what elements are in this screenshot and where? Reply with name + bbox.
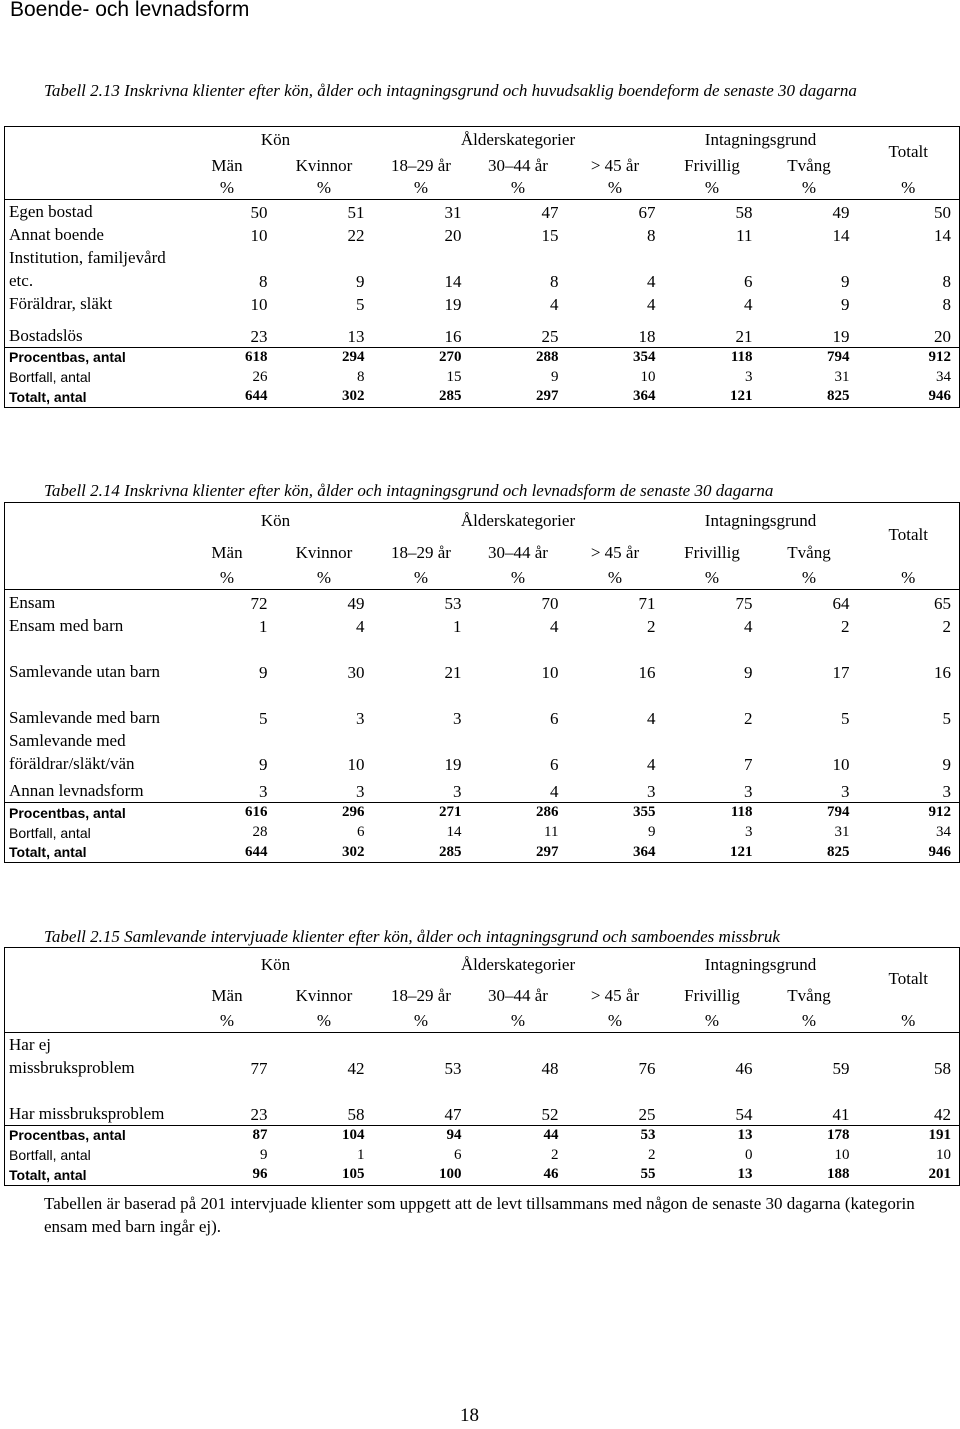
column-header: 18–29 år bbox=[391, 155, 451, 175]
percent-unit: % bbox=[179, 567, 276, 590]
cell-value: 3 bbox=[647, 782, 656, 801]
cell-value: 364 bbox=[567, 387, 664, 407]
cell-value: 21 bbox=[735, 326, 753, 346]
column-header-totalt: Totalt bbox=[858, 127, 960, 178]
cell-value: 87 bbox=[179, 1125, 276, 1145]
percent-unit: % bbox=[276, 178, 373, 200]
totalt-row bbox=[5, 1165, 960, 1185]
column-header-totalt: Totalt bbox=[858, 948, 960, 1010]
row-label: Procentbas, antal bbox=[5, 1125, 179, 1145]
percent-unit: % bbox=[664, 567, 761, 590]
cell-value: 0 bbox=[745, 1146, 753, 1163]
cell-value: 26 bbox=[252, 368, 268, 385]
cell-value: 9 bbox=[648, 824, 656, 840]
cell-value: 4 bbox=[550, 295, 559, 314]
table-caption: Tabell 2.14 Inskrivna klienter efter kön, ålder och intagningsgrund och levnadsform de senaste 30 dagarna bbox=[44, 481, 774, 500]
cell-value: 644 bbox=[179, 387, 276, 407]
cell-value: 52 bbox=[541, 1104, 559, 1124]
cell-value: 3 bbox=[356, 782, 365, 801]
cell-value: 21 bbox=[444, 662, 462, 682]
data-table bbox=[4, 126, 960, 408]
cell-value: 58 bbox=[858, 1033, 960, 1080]
cell-value: 5 bbox=[841, 708, 850, 728]
cell-value: 6 bbox=[550, 708, 559, 728]
cell-value: 5 bbox=[259, 708, 268, 728]
cell-value: 188 bbox=[761, 1165, 858, 1185]
group-header-intagningsgrund: Intagningsgrund bbox=[664, 127, 858, 154]
percent-unit: % bbox=[761, 178, 858, 200]
cell-value: 3 bbox=[858, 775, 960, 803]
cell-value: 50 bbox=[858, 200, 960, 224]
cell-value: 50 bbox=[250, 203, 268, 222]
cell-value: 13 bbox=[664, 1125, 761, 1145]
cell-value: 14 bbox=[832, 226, 850, 245]
row-label: Föräldrar, släkt bbox=[5, 292, 179, 315]
data-table bbox=[4, 502, 960, 863]
cell-value: 15 bbox=[541, 226, 559, 245]
cell-value: 946 bbox=[858, 843, 960, 863]
cell-value: 364 bbox=[567, 843, 664, 863]
percent-unit: % bbox=[470, 1010, 567, 1033]
cell-value: 105 bbox=[276, 1165, 373, 1185]
cell-value: 2 bbox=[648, 1146, 656, 1163]
cell-value: 8 bbox=[259, 272, 268, 291]
cell-value: 2 bbox=[647, 616, 656, 636]
cell-value: 302 bbox=[276, 843, 373, 863]
cell-value: 270 bbox=[373, 347, 470, 367]
percent-unit: % bbox=[276, 567, 373, 590]
table-row bbox=[5, 775, 960, 803]
cell-value: 76 bbox=[638, 1059, 656, 1078]
table-body bbox=[5, 127, 960, 408]
cell-value: 96 bbox=[179, 1165, 276, 1185]
cell-value: 67 bbox=[638, 203, 656, 222]
cell-value: 17 bbox=[832, 662, 850, 682]
cell-value: 20 bbox=[858, 315, 960, 347]
column-header: Tvång bbox=[787, 543, 831, 562]
cell-value: 8 bbox=[858, 292, 960, 315]
cell-value: 54 bbox=[735, 1104, 753, 1124]
column-header: > 45 år bbox=[590, 543, 640, 562]
cell-value: 302 bbox=[276, 387, 373, 407]
cell-value: 946 bbox=[858, 387, 960, 407]
cell-value: 3 bbox=[745, 368, 753, 385]
cell-value: 14 bbox=[858, 223, 960, 246]
cell-value: 5 bbox=[858, 683, 960, 729]
cell-value: 51 bbox=[347, 203, 365, 222]
cell-value: 70 bbox=[541, 593, 559, 613]
row-label: Annan levnadsform bbox=[5, 775, 179, 803]
cell-value: 10 bbox=[834, 1146, 850, 1163]
cell-value: 31 bbox=[834, 824, 850, 840]
table-row bbox=[5, 223, 960, 246]
cell-value: 121 bbox=[664, 387, 761, 407]
procentbas-row bbox=[5, 803, 960, 823]
table-row bbox=[5, 1079, 960, 1125]
cell-value: 4 bbox=[647, 272, 656, 291]
cell-value: 6 bbox=[744, 272, 753, 291]
column-header: 18–29 år bbox=[391, 986, 451, 1005]
cell-value: 6 bbox=[454, 1146, 462, 1163]
procentbas-row bbox=[5, 1125, 960, 1145]
data-table bbox=[4, 947, 960, 1186]
header-row bbox=[5, 127, 960, 154]
cell-value: 10 bbox=[347, 754, 365, 774]
page-number: 18 bbox=[460, 1405, 479, 1426]
cell-value: 825 bbox=[761, 387, 858, 407]
corner-cell bbox=[5, 948, 179, 1033]
cell-value: 285 bbox=[373, 387, 470, 407]
cell-value: 22 bbox=[347, 226, 365, 245]
column-header: Män bbox=[211, 155, 243, 175]
cell-value: 3 bbox=[453, 782, 462, 801]
cell-value: 296 bbox=[276, 803, 373, 823]
row-label: Procentbas, antal bbox=[5, 803, 179, 823]
cell-value: 355 bbox=[567, 803, 664, 823]
cell-value: 912 bbox=[858, 803, 960, 823]
group-header-intagningsgrund: Intagningsgrund bbox=[664, 503, 858, 540]
column-header: Tvång bbox=[787, 986, 831, 1005]
cell-value: 794 bbox=[761, 803, 858, 823]
cell-value: 9 bbox=[356, 272, 365, 291]
row-label: Ensam bbox=[5, 590, 179, 614]
table-row bbox=[5, 590, 960, 614]
cell-value: 912 bbox=[858, 347, 960, 367]
table-row bbox=[5, 614, 960, 637]
cell-value: 53 bbox=[444, 593, 462, 613]
group-header-intagningsgrund: Intagningsgrund bbox=[664, 948, 858, 983]
table-body bbox=[5, 503, 960, 863]
cell-value: 2 bbox=[858, 614, 960, 637]
header-row bbox=[5, 503, 960, 540]
row-label: Ensam med barn bbox=[5, 614, 179, 637]
row-label: Bortfall, antal bbox=[5, 823, 179, 843]
procentbas-row bbox=[5, 347, 960, 367]
percent-unit: % bbox=[858, 567, 960, 590]
cell-value: 616 bbox=[179, 803, 276, 823]
cell-value: 6 bbox=[357, 824, 365, 840]
percent-unit: % bbox=[179, 178, 276, 200]
totalt-row bbox=[5, 387, 960, 407]
header-row bbox=[5, 948, 960, 983]
cell-value: 58 bbox=[347, 1104, 365, 1124]
cell-value: 794 bbox=[761, 347, 858, 367]
cell-value: 14 bbox=[446, 824, 462, 840]
row-label: Egen bostad bbox=[5, 200, 179, 224]
cell-value: 31 bbox=[444, 203, 462, 222]
table-row bbox=[5, 729, 960, 775]
cell-value: 9 bbox=[260, 1146, 268, 1163]
percent-unit: % bbox=[761, 1010, 858, 1033]
cell-value: 20 bbox=[444, 226, 462, 245]
cell-value: 10 bbox=[541, 662, 559, 682]
cell-value: 1 bbox=[357, 1146, 365, 1163]
cell-value: 118 bbox=[664, 803, 761, 823]
column-header: 30–44 år bbox=[488, 543, 548, 562]
column-header: Frivillig bbox=[684, 155, 740, 175]
cell-value: 18 bbox=[638, 326, 656, 346]
column-header: > 45 år bbox=[590, 986, 640, 1005]
percent-unit: % bbox=[664, 178, 761, 200]
cell-value: 825 bbox=[761, 843, 858, 863]
cell-value: 94 bbox=[373, 1125, 470, 1145]
cell-value: 8 bbox=[647, 226, 656, 245]
cell-value: 294 bbox=[276, 347, 373, 367]
percent-unit: % bbox=[470, 178, 567, 200]
group-header-kon: Kön bbox=[179, 127, 373, 154]
cell-value: 9 bbox=[841, 272, 850, 291]
cell-value: 46 bbox=[735, 1059, 753, 1078]
cell-value: 121 bbox=[664, 843, 761, 863]
cell-value: 4 bbox=[647, 295, 656, 314]
cell-value: 3 bbox=[453, 708, 462, 728]
cell-value: 4 bbox=[550, 782, 559, 801]
cell-value: 644 bbox=[179, 843, 276, 863]
table-row bbox=[5, 1033, 960, 1080]
cell-value: 286 bbox=[470, 803, 567, 823]
cell-value: 34 bbox=[858, 367, 960, 387]
bortfall-row bbox=[5, 367, 960, 387]
row-label: Har ej missbruksproblem bbox=[5, 1033, 179, 1080]
row-label: Procentbas, antal bbox=[5, 347, 179, 367]
cell-value: 4 bbox=[550, 616, 559, 636]
row-label: Totalt, antal bbox=[5, 843, 179, 863]
cell-value: 55 bbox=[567, 1165, 664, 1185]
cell-value: 10 bbox=[250, 226, 268, 245]
cell-value: 285 bbox=[373, 843, 470, 863]
cell-value: 3 bbox=[841, 782, 850, 801]
column-header: 30–44 år bbox=[488, 155, 548, 175]
cell-value: 2 bbox=[551, 1146, 559, 1163]
cell-value: 72 bbox=[250, 593, 268, 613]
table-row bbox=[5, 637, 960, 683]
cell-value: 16 bbox=[444, 326, 462, 346]
table-row bbox=[5, 246, 960, 292]
cell-value: 31 bbox=[834, 368, 850, 385]
cell-value: 15 bbox=[446, 368, 462, 385]
cell-value: 25 bbox=[638, 1104, 656, 1124]
cell-value: 13 bbox=[664, 1165, 761, 1185]
cell-value: 2 bbox=[744, 708, 753, 728]
cell-value: 2 bbox=[841, 616, 850, 636]
totalt-row bbox=[5, 843, 960, 863]
cell-value: 14 bbox=[444, 272, 462, 291]
column-header: Kvinnor bbox=[295, 986, 353, 1005]
row-label: Institution, familjevård etc. bbox=[5, 246, 179, 292]
cell-value: 7 bbox=[744, 754, 753, 774]
column-header: > 45 år bbox=[590, 155, 640, 175]
cell-value: 34 bbox=[858, 823, 960, 843]
table-row bbox=[5, 315, 960, 347]
row-label: Bortfall, antal bbox=[5, 367, 179, 387]
cell-value: 44 bbox=[470, 1125, 567, 1145]
cell-value: 9 bbox=[858, 729, 960, 775]
percent-unit: % bbox=[664, 1010, 761, 1033]
cell-value: 16 bbox=[638, 662, 656, 682]
cell-value: 59 bbox=[832, 1059, 850, 1078]
cell-value: 28 bbox=[252, 824, 268, 840]
cell-value: 10 bbox=[858, 1145, 960, 1165]
row-label: Samlevande med föräldrar/släkt/vän bbox=[5, 729, 179, 775]
cell-value: 6 bbox=[550, 754, 559, 774]
percent-unit: % bbox=[761, 567, 858, 590]
cell-value: 65 bbox=[858, 590, 960, 614]
group-header-kon: Kön bbox=[179, 503, 373, 540]
percent-unit: % bbox=[179, 1010, 276, 1033]
cell-value: 13 bbox=[347, 326, 365, 346]
cell-value: 46 bbox=[470, 1165, 567, 1185]
column-header: 30–44 år bbox=[488, 986, 548, 1005]
cell-value: 53 bbox=[444, 1059, 462, 1078]
percent-unit: % bbox=[373, 567, 470, 590]
table-row bbox=[5, 200, 960, 224]
column-header: Frivillig bbox=[684, 543, 740, 562]
row-label: Totalt, antal bbox=[5, 1165, 179, 1185]
cell-value: 42 bbox=[347, 1059, 365, 1078]
table-caption: Tabell 2.13 Inskrivna klienter efter kön, ålder och intagningsgrund och huvudsaklig boendeform de senaste 30 dagarna bbox=[44, 81, 857, 100]
percent-unit: % bbox=[373, 178, 470, 200]
cell-value: 49 bbox=[347, 593, 365, 613]
cell-value: 9 bbox=[841, 295, 850, 314]
percent-unit: % bbox=[373, 1010, 470, 1033]
cell-value: 201 bbox=[858, 1165, 960, 1185]
row-label: Samlevande utan barn bbox=[5, 637, 179, 683]
cell-value: 4 bbox=[647, 708, 656, 728]
column-header: Män bbox=[211, 986, 243, 1005]
cell-value: 16 bbox=[858, 637, 960, 683]
cell-value: 1 bbox=[259, 616, 268, 636]
cell-value: 3 bbox=[259, 782, 268, 801]
cell-value: 9 bbox=[551, 368, 559, 385]
cell-value: 8 bbox=[858, 246, 960, 292]
cell-value: 41 bbox=[832, 1104, 850, 1124]
row-label: Annat boende bbox=[5, 223, 179, 246]
cell-value: 9 bbox=[744, 662, 753, 682]
column-header: Frivillig bbox=[684, 986, 740, 1005]
corner-cell bbox=[5, 503, 179, 590]
cell-value: 71 bbox=[638, 593, 656, 613]
cell-value: 77 bbox=[250, 1059, 268, 1078]
cell-value: 4 bbox=[744, 295, 753, 314]
percent-unit: % bbox=[567, 567, 664, 590]
group-header-kon: Kön bbox=[179, 948, 373, 983]
cell-value: 58 bbox=[735, 203, 753, 222]
cell-value: 271 bbox=[373, 803, 470, 823]
table-row bbox=[5, 292, 960, 315]
cell-value: 25 bbox=[541, 326, 559, 346]
cell-value: 618 bbox=[179, 347, 276, 367]
cell-value: 1 bbox=[453, 616, 462, 636]
cell-value: 42 bbox=[858, 1079, 960, 1125]
row-label: Bortfall, antal bbox=[5, 1145, 179, 1165]
percent-unit: % bbox=[858, 1010, 960, 1033]
row-label: Samlevande med barn bbox=[5, 683, 179, 729]
cell-value: 19 bbox=[832, 326, 850, 346]
row-label: Bostadslös bbox=[5, 315, 179, 347]
cell-value: 354 bbox=[567, 347, 664, 367]
table-caption: Tabell 2.15 Samlevande intervjuade klienter efter kön, ålder och intagningsgrund och samboendes missbruk bbox=[44, 927, 780, 946]
page-header: Boende- och levnadsform bbox=[10, 0, 250, 21]
column-header: Kvinnor bbox=[295, 155, 353, 175]
cell-value: 30 bbox=[347, 662, 365, 682]
bortfall-row bbox=[5, 1145, 960, 1165]
corner-cell bbox=[5, 127, 179, 200]
cell-value: 47 bbox=[541, 203, 559, 222]
group-header-alder: Ålderskategorier bbox=[373, 948, 664, 983]
cell-value: 288 bbox=[470, 347, 567, 367]
cell-value: 3 bbox=[744, 782, 753, 801]
cell-value: 191 bbox=[858, 1125, 960, 1145]
cell-value: 23 bbox=[250, 326, 268, 346]
cell-value: 47 bbox=[444, 1104, 462, 1124]
percent-unit: % bbox=[567, 178, 664, 200]
cell-value: 4 bbox=[647, 754, 656, 774]
cell-value: 11 bbox=[544, 824, 559, 840]
column-header: Kvinnor bbox=[295, 543, 353, 562]
cell-value: 4 bbox=[744, 616, 753, 636]
cell-value: 297 bbox=[470, 387, 567, 407]
cell-value: 100 bbox=[373, 1165, 470, 1185]
row-label: Har missbruksproblem bbox=[5, 1079, 179, 1125]
cell-value: 10 bbox=[832, 754, 850, 774]
cell-value: 64 bbox=[832, 593, 850, 613]
column-header-totalt: Totalt bbox=[858, 503, 960, 567]
cell-value: 118 bbox=[664, 347, 761, 367]
cell-value: 104 bbox=[276, 1125, 373, 1145]
cell-value: 19 bbox=[444, 754, 462, 774]
cell-value: 5 bbox=[356, 295, 365, 314]
cell-value: 49 bbox=[832, 203, 850, 222]
cell-value: 3 bbox=[745, 824, 753, 840]
cell-value: 3 bbox=[356, 708, 365, 728]
cell-value: 48 bbox=[541, 1059, 559, 1078]
cell-value: 10 bbox=[640, 368, 656, 385]
cell-value: 178 bbox=[761, 1125, 858, 1145]
row-label: Totalt, antal bbox=[5, 387, 179, 407]
column-header: Tvång bbox=[787, 155, 831, 175]
table-note: Tabellen är baserad på 201 intervjuade klienter som uppgett att de levt tillsammans med någon de senaste 30 dagarna (kategorin ensam med barn ingår ej). bbox=[44, 1194, 915, 1236]
column-header: Män bbox=[211, 543, 243, 562]
cell-value: 19 bbox=[444, 295, 462, 314]
cell-value: 8 bbox=[357, 368, 365, 385]
group-header-alder: Ålderskategorier bbox=[373, 503, 664, 540]
cell-value: 9 bbox=[259, 754, 268, 774]
group-header-alder: Ålderskategorier bbox=[373, 127, 664, 154]
percent-unit: % bbox=[470, 567, 567, 590]
cell-value: 75 bbox=[735, 593, 753, 613]
table-body bbox=[5, 948, 960, 1186]
cell-value: 53 bbox=[567, 1125, 664, 1145]
cell-value: 8 bbox=[550, 272, 559, 291]
percent-unit: % bbox=[276, 1010, 373, 1033]
cell-value: 23 bbox=[250, 1104, 268, 1124]
column-header: 18–29 år bbox=[391, 543, 451, 562]
cell-value: 4 bbox=[356, 616, 365, 636]
percent-unit: % bbox=[858, 178, 960, 200]
cell-value: 11 bbox=[736, 226, 753, 245]
cell-value: 9 bbox=[259, 662, 268, 682]
cell-value: 297 bbox=[470, 843, 567, 863]
bortfall-row bbox=[5, 823, 960, 843]
table-row bbox=[5, 683, 960, 729]
cell-value: 10 bbox=[250, 295, 268, 314]
percent-unit: % bbox=[567, 1010, 664, 1033]
